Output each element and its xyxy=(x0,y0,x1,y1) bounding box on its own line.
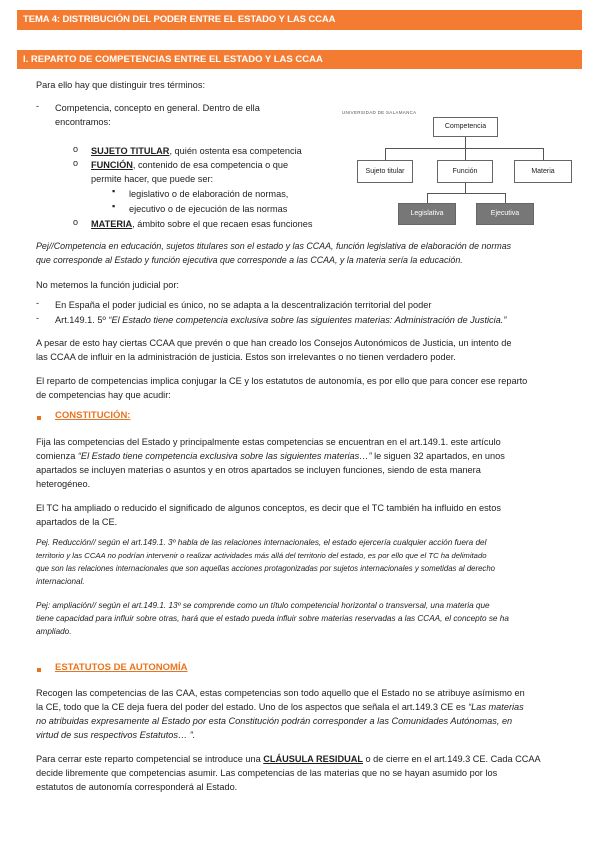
paragraph-line: apartados se incluyen materias o asuntos y en otros apartados se incluyen funciones, siendo de esta manera xyxy=(36,465,481,475)
diagram-node-materia: Materia xyxy=(514,160,572,183)
example-line: territorio y las CCAA no podrían intervenir o realizar actividades más allá del territorio del estado, es por ello que el TC ha delimitado xyxy=(36,551,487,560)
example-line: tiene capacidad para influir sobre otras, hará que el estado pueda influir sobre materias reservadas a las CCAA, el concepto se ha xyxy=(36,614,509,623)
example-line: Pej: ampliación// según el art.149.1. 13º se comprende como un título competencial horizontal o transversal, una materia que xyxy=(36,601,490,610)
text-span: le siguen 32 apartados, en unos xyxy=(371,451,505,461)
circle-bullet: o xyxy=(73,158,79,168)
paragraph-line: Recogen las competencias de las CAA, estas competencias son todo aquello que el Estado no se atribuye asímismo en xyxy=(36,688,525,698)
paragraph-line xyxy=(36,449,505,463)
sujeto-titular-label: SUJETO TITULAR xyxy=(91,146,170,156)
judicial-item-2 xyxy=(55,313,506,327)
constitucion-heading: CONSTITUCIÓN: xyxy=(55,410,131,421)
article-quote: “El Estado tiene competencia exclusiva sobre las siguientes materias: Administración de Justicia.” xyxy=(108,315,507,325)
circle-bullet: o xyxy=(73,144,79,154)
connector xyxy=(543,148,544,160)
sujeto-titular-text: , quién ostenta esa competencia xyxy=(169,146,302,156)
materia-text: , ámbito sobre el que recaen esas funciones xyxy=(132,219,313,229)
paragraph-line: El TC ha ampliado o reducido el significado de algunos conceptos, es decir que el TC también ha influido en estos xyxy=(36,503,501,513)
materia-label: MATERIA xyxy=(91,219,133,229)
clausula-residual-label: CLÁUSULA RESIDUAL xyxy=(263,754,363,764)
competencia-line1: Competencia, concepto en general. Dentro de ella xyxy=(55,103,260,113)
funcion-item xyxy=(91,158,331,172)
connector xyxy=(385,148,543,149)
example-line: que son las relaciones internacionales que son aquellas acciones protagonizadas por sujetos internacionales y sometidas al derecho xyxy=(36,564,496,573)
sub-item-ejecutivo: ejecutivo o de ejecución de las normas xyxy=(129,204,288,214)
example-line: Pej//Competencia en educación, sujetos titulares son el estado y las CCAA, función legislativa de elaboración de normas xyxy=(36,241,512,251)
square-bullet: ▪ xyxy=(112,186,116,196)
paragraph-line xyxy=(36,700,524,714)
text-span: comienza xyxy=(36,451,78,461)
section-title: I. REPARTO DE COMPETENCIAS ENTRE EL ESTADO Y LAS CCAA xyxy=(17,50,582,69)
diagram-node-sujeto-titular: Sujeto titular xyxy=(357,160,413,183)
funcion-text: , contenido de esa competencia o que xyxy=(132,160,289,170)
diagram-caption: UNIVERSIDAD DE SALAMANCA xyxy=(342,110,417,115)
connector xyxy=(465,136,466,148)
paragraph-line: Fija las competencias del Estado y principalmente estas competencias se encuentran en el art.149.1. este artículo xyxy=(36,437,501,447)
text-span: la CE, todo que la CE deja fuera del poder del estado. Uno de los aspectos que señala el art.149.3 CE es xyxy=(36,702,469,712)
example-line: Pej. Reducción// según el art.149.1. 3º habla de las relaciones internacionales, el estado ejercería cualquier acción fuera del xyxy=(36,538,487,547)
judicial-intro: No metemos la función judicial por: xyxy=(36,280,179,290)
diagram-node-legislativa: Legislativa xyxy=(398,203,456,225)
judicial-item-1: En España el poder judicial es único, no se adapta a la descentralización territorial del poder xyxy=(55,300,432,310)
sub-item-legislativo: legislativo o de elaboración de normas, xyxy=(129,189,289,199)
connector xyxy=(465,148,466,160)
connector xyxy=(385,148,386,160)
paragraph-line: heterogéneo. xyxy=(36,479,91,489)
paragraph-line: decide libremente que competencias asumir. Las competencias de las materias que no se hayan asumido por los xyxy=(36,768,498,778)
paragraph-line: A pesar de esto hay ciertas CCAA que prevén o que han creado los Consejos Autonómicos de Justicia, un intento de xyxy=(36,338,512,348)
paragraph-line: estatutos de autonomía corresponderá al Estado. xyxy=(36,782,238,792)
sujeto-titular-item xyxy=(91,144,302,158)
text-span: Para cerrar este reparto competencial se introduce una xyxy=(36,754,264,764)
example-line: que corresponde al Estado y función ejecutiva que corresponde a las CCAA, y la materia sería la educación. xyxy=(36,255,463,265)
estatutos-heading: ESTATUTOS DE AUTONOMÍA xyxy=(55,662,188,673)
materia-item xyxy=(91,217,312,231)
article-quote: “Las materias xyxy=(468,702,524,712)
paragraph-line: no atribuidas expresamente al Estado por esta Constitución podrán corresponder a las Comunidades Autónomas, en xyxy=(36,716,513,726)
article-ref: Art.149.1. 5º xyxy=(55,315,109,325)
paragraph-line: de competencias hay que acudir: xyxy=(36,390,171,400)
connector xyxy=(427,193,428,203)
page-header: TEMA 4: DISTRIBUCIÓN DEL PODER ENTRE EL ESTADO Y LAS CCAA xyxy=(17,10,582,30)
connector xyxy=(465,183,466,193)
dash-bullet: - xyxy=(36,313,40,323)
article-quote: “El Estado tiene competencia exclusiva sobre las siguientes materias…” xyxy=(77,451,372,461)
paragraph-line: El reparto de competencias implica conjugar la CE y los estatutos de autonomía, es por ello que para concer ese reparto xyxy=(36,376,528,386)
diagram-node-funcion: Función xyxy=(437,160,493,183)
funcion-label: FUNCIÓN xyxy=(91,160,133,170)
text-span: o de cierre en el art.149.3 CE. Cada CCAA xyxy=(362,754,541,764)
orange-bullet xyxy=(37,416,41,420)
paragraph-line: virtud de sus respectivos Estatutos… ”. xyxy=(36,730,196,740)
dash-bullet: - xyxy=(36,298,40,308)
connector xyxy=(427,193,505,194)
dash-bullet: - xyxy=(36,101,40,111)
paragraph-line: las CCAA de influir en la administración de justicia. Estos son irrelevantes o no tienen verdadero poder. xyxy=(36,352,456,362)
intro-text: Para ello hay que distinguir tres términos: xyxy=(36,80,206,90)
example-line: ampliado. xyxy=(36,627,72,636)
diagram-node-ejecutiva: Ejecutiva xyxy=(476,203,534,225)
diagram-node-competencia: Competencia xyxy=(433,117,498,137)
circle-bullet: o xyxy=(73,217,79,227)
funcion-text-line2: permite hacer, que puede ser: xyxy=(91,174,214,184)
competencia-line2: encontramos: xyxy=(55,117,111,127)
example-line: internacional. xyxy=(36,577,85,586)
orange-bullet xyxy=(37,668,41,672)
paragraph-line xyxy=(36,752,541,766)
connector xyxy=(505,193,506,203)
square-bullet: ▪ xyxy=(112,201,116,211)
paragraph-line: apartados de la CE. xyxy=(36,517,118,527)
